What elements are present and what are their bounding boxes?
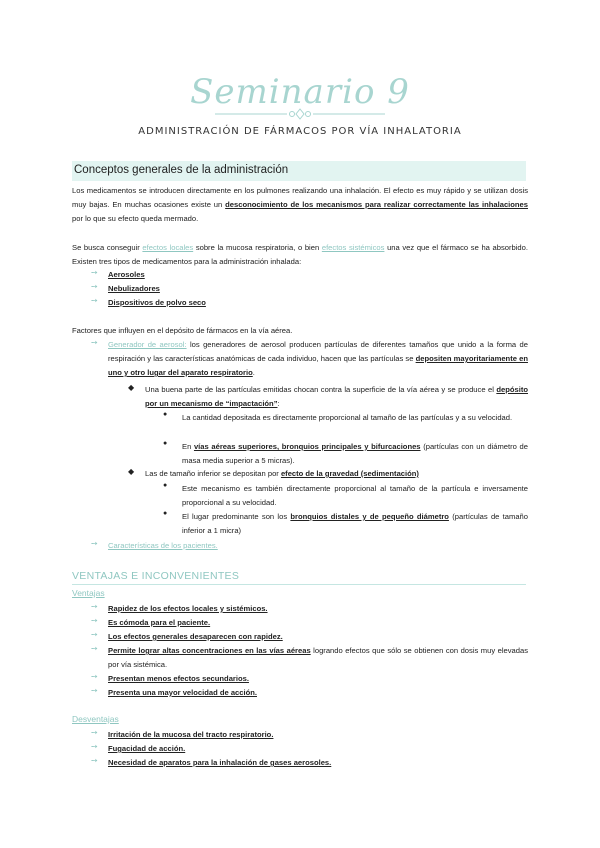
text: por lo que su efecto queda mermado. bbox=[72, 214, 199, 223]
paragraph-impaction bbox=[145, 383, 528, 411]
arrow-icon: ➙ bbox=[91, 686, 98, 695]
list-item: Fugacidad de acción. bbox=[108, 744, 186, 753]
list-item: Presenta una mayor velocidad de acción. bbox=[108, 688, 257, 697]
link-systemic-effects: efectos sistémicos bbox=[321, 243, 385, 252]
document-subtitle: ADMINISTRACIÓN DE FÁRMACOS POR VÍA INHALATORIA bbox=[138, 126, 462, 137]
dot-bullet-icon: ● bbox=[163, 440, 168, 447]
ornament-divider bbox=[215, 108, 385, 120]
factors-intro: Factores que influyen en el depósito de fármacos en la vía aérea. bbox=[72, 326, 293, 335]
text: : bbox=[277, 399, 280, 408]
label-aerosol-generator: Generador de aerosol: bbox=[108, 340, 187, 349]
text-underlined: vías aéreas superiores, bronquios principales y bifurcaciones bbox=[193, 442, 421, 451]
text: (partículas de tamaño inferior a 1 micra) bbox=[182, 512, 528, 535]
link-local-effects: efectos locales bbox=[142, 243, 194, 252]
arrow-icon: ➙ bbox=[91, 616, 98, 625]
list-item: Necesidad de aparatos para la inhalación de gases aerosoles. bbox=[108, 758, 332, 767]
arrow-icon: ➙ bbox=[91, 338, 98, 347]
list-item: Irritación de la mucosa del tracto respiratorio. bbox=[108, 730, 274, 739]
list-item: Aerosoles bbox=[108, 270, 145, 279]
arrow-icon: ➙ bbox=[91, 728, 98, 737]
dot-bullet-icon: ● bbox=[163, 510, 168, 517]
arrow-icon: ➙ bbox=[91, 630, 98, 639]
arrow-icon: ➙ bbox=[91, 644, 98, 653]
text-underlined: desconocimiento de los mecanismos para realizar correctamente las inhalaciones bbox=[225, 200, 529, 209]
divider bbox=[72, 584, 526, 585]
paragraph-impaction-2 bbox=[182, 440, 528, 468]
text: Se busca conseguir bbox=[72, 243, 143, 252]
section-heading-advantages: VENTAJAS E INCONVENIENTES bbox=[72, 570, 240, 582]
diamond-bullet-icon: ◆ bbox=[128, 383, 135, 392]
text-underlined: Permite lograr altas concentraciones en las vías aéreas bbox=[108, 646, 311, 655]
text: Los medicamentos se introducen directamente en los pulmones realizando una inhalación. El efecto es muy rápido y se utilizan dosis muy bajas. En muchas ocasiones existe un bbox=[72, 186, 528, 209]
section-heading: Conceptos generales de la administración bbox=[74, 164, 289, 176]
text: (partículas con un diámetro de masa media superior a 5 micras). bbox=[182, 442, 528, 465]
arrow-icon: ➙ bbox=[91, 539, 98, 548]
text: El lugar predominante son los bbox=[182, 512, 291, 521]
section-heading-bar bbox=[72, 161, 526, 181]
paragraph-intro bbox=[72, 184, 528, 226]
arrow-icon: ➙ bbox=[91, 282, 98, 291]
list-item: Es cómoda para el paciente. bbox=[108, 618, 211, 627]
paragraph-sedimentation-2 bbox=[182, 510, 528, 538]
text: una vez que el fármaco se ha absorbido. Existen tres tipos de medicamentos para la administración inhalada: bbox=[72, 243, 528, 266]
dot-bullet-icon: ● bbox=[163, 482, 168, 489]
subheading-advantages: Ventajas bbox=[72, 588, 105, 598]
dot-bullet-icon: ● bbox=[163, 411, 168, 418]
text: Las de tamaño inferior se depositan por bbox=[145, 469, 281, 478]
text: logrando efectos que sólo se obtienen con dosis muy elevadas por vía sistémica. bbox=[108, 646, 529, 669]
paragraph-sedimentation-1: Este mecanismo es también directamente proporcional al tamaño de la partícula e inversamente proporcional a su velocidad. bbox=[182, 484, 528, 507]
arrow-icon: ➙ bbox=[91, 742, 98, 751]
list-item: Nebulizadores bbox=[108, 284, 160, 293]
text-underlined: depósito por un mecanismo de “impactación” bbox=[145, 385, 528, 408]
diamond-bullet-icon: ◆ bbox=[128, 467, 135, 476]
subheading-disadvantages: Desventajas bbox=[72, 714, 119, 724]
arrow-icon: ➙ bbox=[91, 602, 98, 611]
arrow-icon: ➙ bbox=[91, 296, 98, 305]
list-item: Rapidez de los efectos locales y sistémicos. bbox=[108, 604, 268, 613]
text: Una buena parte de las partículas emitidas chocan contra la superficie de la vía aérea y se produce el bbox=[145, 385, 497, 394]
list-item bbox=[108, 644, 528, 672]
text: sobre la mucosa respiratoria, o bien bbox=[193, 243, 322, 252]
text: En bbox=[182, 442, 194, 451]
arrow-icon: ➙ bbox=[91, 672, 98, 681]
document-title: Seminario 9 bbox=[190, 72, 410, 112]
paragraph-sedimentation bbox=[145, 467, 528, 481]
list-item: Presentan menos efectos secundarios. bbox=[108, 674, 249, 683]
list-item: Dispositivos de polvo seco bbox=[108, 298, 206, 307]
paragraph-aerosol-generator bbox=[108, 338, 528, 380]
text-underlined: bronquios distales y de pequeño diámetro bbox=[290, 512, 449, 521]
paragraph-objectives bbox=[72, 241, 528, 269]
patient-characteristics: Características de los pacientes. bbox=[108, 541, 218, 550]
list-item: Los efectos generales desaparecen con rapidez. bbox=[108, 632, 283, 641]
text: . bbox=[252, 368, 255, 377]
text: los generadores de aerosol producen partículas de diferentes tamaños que unido a la forma de respiración y las características anatómicas de cada individuo, hacen que las partículas se bbox=[108, 340, 528, 363]
arrow-icon: ➙ bbox=[91, 756, 98, 765]
text-underlined: efecto de la gravedad (sedimentación) bbox=[280, 469, 419, 478]
paragraph-impaction-1: La cantidad depositada es directamente proporcional al tamaño de las partículas y a su velocidad. bbox=[182, 413, 513, 422]
text-underlined: depositen mayoritariamente en uno y otro lugar del aparato respiratorio bbox=[108, 354, 528, 377]
arrow-icon: ➙ bbox=[91, 268, 98, 277]
